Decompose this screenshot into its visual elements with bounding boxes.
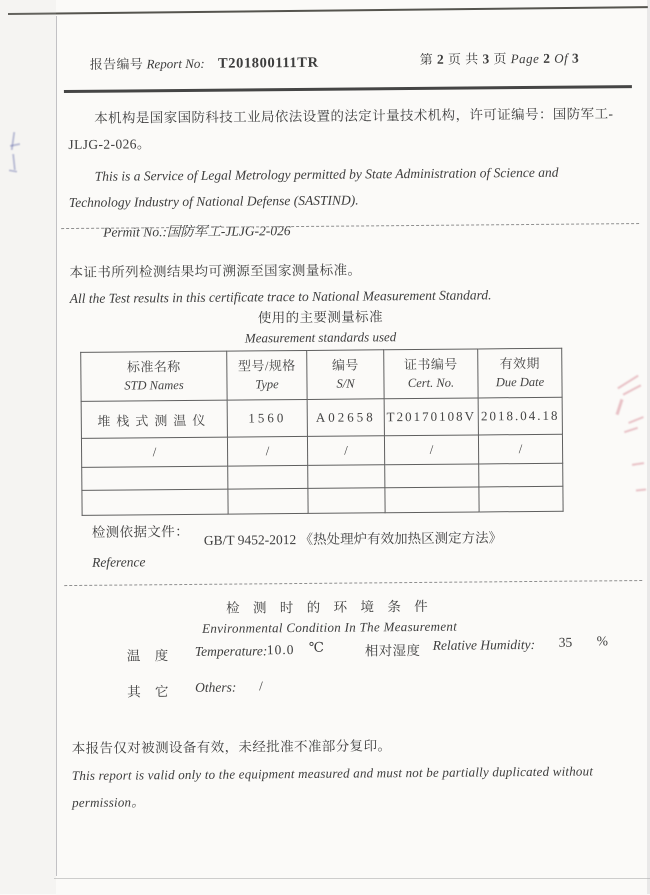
cell-std-name: [82, 466, 228, 490]
cell-due-date: [479, 486, 563, 512]
col-due-cn: 有效期: [499, 355, 540, 372]
col-std-name-cn: 标准名称: [126, 359, 181, 375]
page-cn-pre: 第: [419, 51, 434, 67]
humidity-value: 35: [558, 634, 573, 650]
environment-title: [64, 595, 594, 640]
col-header-type: [227, 350, 307, 400]
humidity-label-en: Relative Humidity:: [432, 636, 536, 653]
page-en-num: 2: [543, 50, 551, 66]
validity-statement: [72, 730, 633, 816]
dashed-divider-2: [64, 580, 642, 586]
cell-sn: [308, 488, 385, 514]
others-label-cn: 其 它: [127, 684, 169, 700]
others-label-en: Others:: [195, 679, 237, 695]
validity-statement-cn: 本报告仅对被测设备有效，未经批准不准部分复印。: [71, 738, 392, 757]
cell-std-name: 堆栈式测温仪: [81, 400, 227, 438]
col-header-sn: [307, 350, 384, 400]
col-header-cert-no: [384, 349, 478, 399]
table-row: [81, 434, 562, 467]
cell-type: [228, 488, 308, 514]
cell-std-name: [82, 489, 228, 515]
cell-cert-no: T20170108V: [384, 398, 478, 436]
report-no-value: T201800111TR: [217, 54, 319, 72]
table-row: [81, 397, 562, 438]
cell-sn: A02658: [307, 399, 384, 437]
col-std-name-en: STD Names: [124, 378, 184, 393]
report-no-label-en: Report No:: [146, 55, 205, 72]
cell-cert-no: [385, 487, 479, 513]
validity-statement-en: This report is valid only to the equipment measured and must not be partially duplicated without permission。: [71, 763, 594, 811]
page-total: 3: [482, 51, 490, 67]
standards-table-title-cn: 使用的主要测量标准: [257, 309, 384, 326]
cell-type: [228, 465, 308, 489]
reference-value: GB/T 9452-2012 《热处理炉有效加热区测定方法》: [203, 530, 503, 548]
cell-sn: /: [307, 436, 384, 466]
cell-sn: [308, 465, 385, 489]
humidity-unit: %: [596, 633, 609, 649]
cell-type: 1560: [227, 399, 307, 437]
page-en-of: Of: [554, 50, 569, 66]
col-header-std-name: [81, 351, 227, 401]
page-number-line: [420, 48, 580, 68]
standards-table-title: [80, 306, 561, 350]
cell-std-name: /: [81, 437, 227, 467]
col-cert-cn: 证书编号: [403, 356, 458, 373]
measurement-standards-table: [80, 348, 563, 516]
col-type-en: Type: [255, 377, 279, 392]
cell-type: /: [227, 436, 307, 466]
page-en-total: 3: [571, 50, 580, 66]
temperature-unit: ℃: [308, 639, 324, 655]
col-sn-cn: 编号: [331, 357, 359, 373]
environment-title-cn: 检 测 时 的 环 境 条 件: [226, 598, 433, 616]
page-cn-post: 页: [493, 51, 508, 67]
col-sn-en: S/N: [336, 376, 355, 391]
col-cert-en: Cert. No.: [407, 375, 455, 391]
others-value: /: [259, 678, 263, 694]
cell-due-date: 2018.04.18: [478, 397, 562, 435]
standards-table-title-en: Measurement standards used: [244, 329, 397, 346]
report-number-line: [90, 52, 319, 74]
report-no-label-cn: 报告编号: [89, 56, 144, 72]
page-cn-mid: 页 共: [447, 51, 479, 67]
cell-due-date: [479, 463, 563, 487]
accreditation-cn: 本机构是国家国防科技工业局依法设置的法定计量技术机构，许可证编号：国防军工-JLJG-2-026。: [68, 106, 614, 153]
cell-cert-no: [385, 464, 479, 488]
temperature-label-cn: 温 度: [126, 648, 169, 664]
cell-due-date: /: [478, 434, 562, 464]
table-header-row: [81, 348, 562, 401]
accreditation-en: This is a Service of Legal Metrology permitted by State Administration of Science and Technology Industry of National Defense (SASTIND).: [68, 164, 559, 211]
col-type-cn: 型号/规格: [237, 358, 296, 374]
temperature-value: 10.0: [266, 642, 295, 658]
table-row: [82, 486, 563, 515]
col-due-en: Due Date: [495, 374, 545, 390]
permit-no-line: Permit No.:国防军工-JLJG-2-026: [103, 223, 291, 240]
reference-label-cn: 检测依据文件：: [91, 523, 190, 540]
temperature-label-en: Temperature:: [194, 643, 268, 659]
page-en-label: Page: [510, 50, 540, 67]
cell-cert-no: /: [384, 435, 478, 465]
humidity-label-cn: 相对湿度: [364, 642, 421, 659]
traceability-cn: 本证书所列检测结果均可溯源至国家测量标准。: [69, 262, 362, 281]
traceability-en: All the Test results in this certificate trace to National Measurement Standard.: [69, 287, 492, 307]
page-current: 2: [436, 51, 445, 67]
col-header-due-date: [478, 348, 562, 398]
environment-title-en: Environmental Condition In The Measurement: [202, 618, 458, 636]
header-rule: [64, 85, 632, 93]
reference-label-en: Reference: [91, 554, 146, 570]
traceability-paragraph: [69, 255, 621, 312]
